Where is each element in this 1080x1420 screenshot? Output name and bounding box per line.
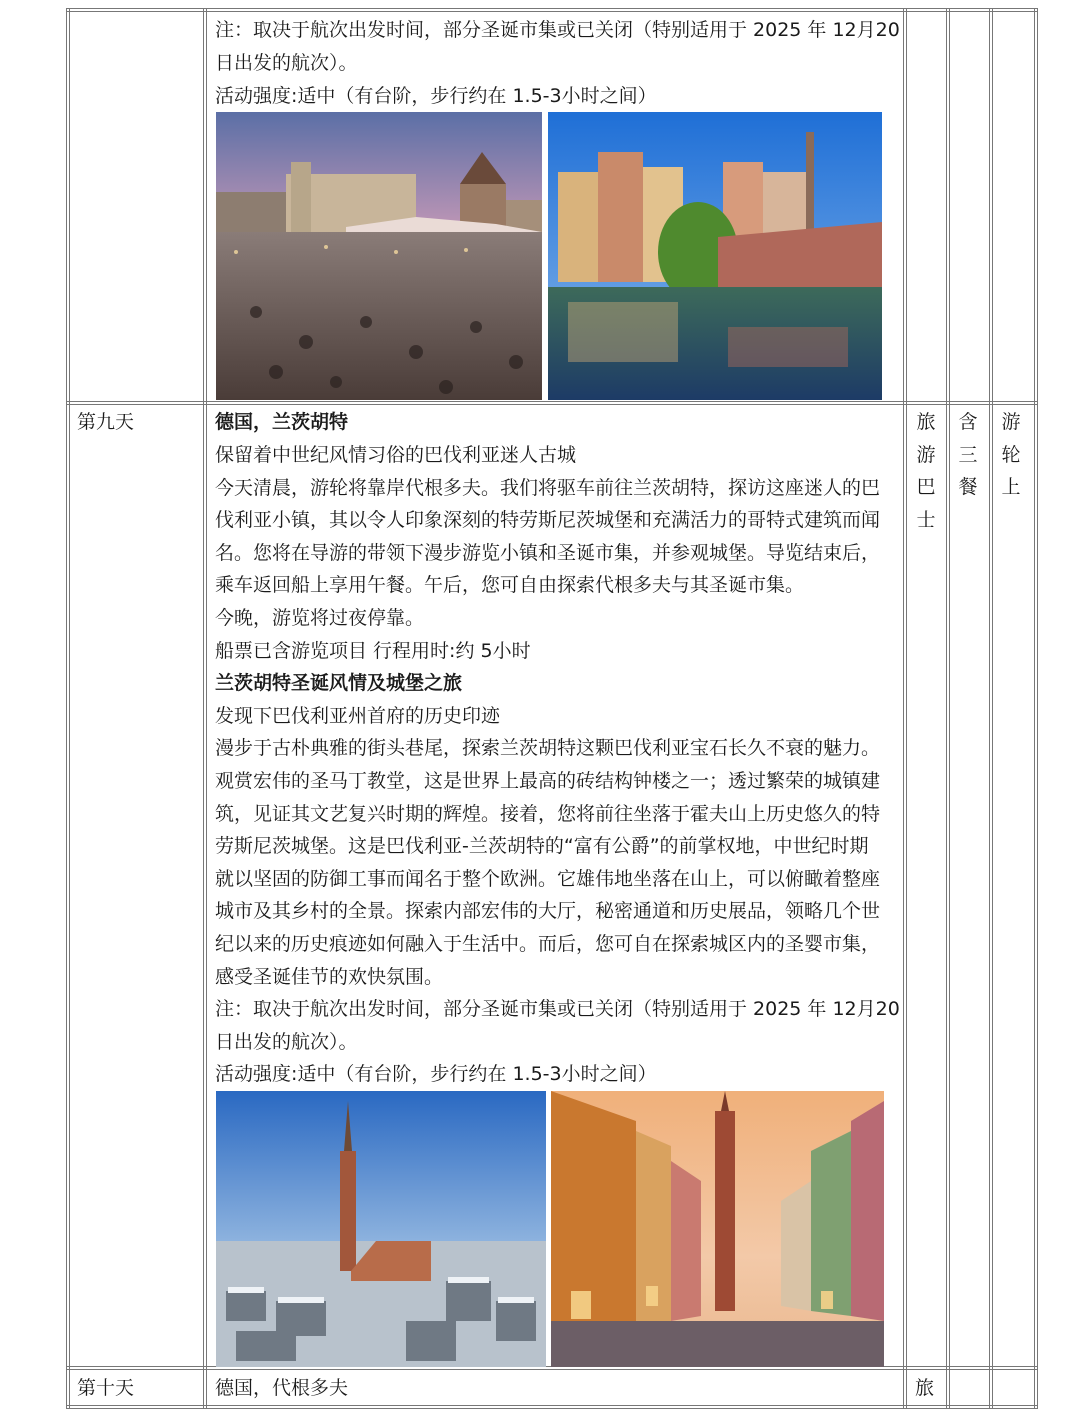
- description-line: 就以坚固的防御工事而闻名于整个欧洲。它雄伟地坐落在山上，可以俯瞰着整座: [215, 867, 881, 890]
- description-line: 筑，见证其文艺复兴时期的辉煌。接着，您将前往坐落于霍夫山上历史悠久的特: [215, 802, 881, 825]
- day-title: 德国，兰茨胡特: [215, 411, 349, 433]
- day-label: 第九天: [77, 411, 135, 433]
- next-day-label: 第十天: [77, 1377, 135, 1399]
- next-day-title: 德国，代根多夫: [215, 1377, 349, 1399]
- description-line: 劳斯尼茨城堡。这是巴伐利亚-兰茨胡特的“富有公爵”的前掌权地，中世纪时期: [215, 835, 869, 858]
- description-line: 注：取决于航次出发时间，部分圣诞市集或已关闭（特别适用于 2025 年 12月20: [215, 998, 900, 1021]
- description-line: 发现下巴伐利亚州首府的历史印迹: [215, 704, 501, 727]
- description-line: 观赏宏伟的圣马丁教堂，这是世界上最高的砖结构钟楼之一；透过繁荣的城镇建: [215, 770, 881, 792]
- lodging-cell: [996, 406, 1026, 504]
- col-divider-day: [203, 8, 207, 1409]
- description-line: 今天清晨，游轮将靠岸代根多夫。我们将驱车前往兰茨胡特，探访这座迷人的巴: [215, 476, 881, 499]
- description-line: 漫步于古朴典雅的街头巷尾，探索兰茨胡特这颗巴伐利亚宝石长久不衰的魅力。: [215, 737, 881, 760]
- meals-char: 餐: [958, 476, 978, 498]
- prev-day-note-line-1: 注：取决于航次出发时间，部分圣诞市集或已关闭（特别适用于 2025 年 12月20: [215, 19, 900, 41]
- transport-cell: [911, 406, 941, 536]
- table-left-border: [66, 8, 70, 1409]
- landshut-old-town-street-photo: [551, 1091, 884, 1367]
- nuremberg-christmas-market-photo: [216, 112, 542, 400]
- description-line: 纪以来的历史痕迹如何融入于生活中。而后，您可自在探索城区内的圣婴市集，: [215, 933, 881, 955]
- meals-char: 含: [958, 411, 978, 433]
- lodging-char: 游: [1001, 411, 1021, 433]
- transport-char: 游: [916, 443, 936, 466]
- description-line: 伐利亚小镇，其以令人印象深刻的特劳斯尼茨城堡和充满活力的哥特式建筑而闻: [215, 509, 881, 532]
- description-line: 活动强度:适中（有台阶，步行约在 1.5-3小时之间）: [215, 1063, 657, 1086]
- col-divider-meals: [989, 8, 993, 1409]
- prev-day-activity-level: 活动强度:适中（有台阶，步行约在 1.5-3小时之间）: [215, 85, 657, 107]
- section-heading: 兰茨胡特圣诞风情及城堡之旅: [215, 672, 463, 695]
- meals-cell: [953, 406, 983, 504]
- description-line: 城市及其乡村的全景。探索内部宏伟的大厅，秘密通道和历史展品，领略几个世: [215, 900, 881, 923]
- next-day-transport-char: 旅: [915, 1377, 935, 1399]
- description-line: 保留着中世纪风情习俗的巴伐利亚迷人古城: [215, 444, 577, 466]
- lodging-char: 上: [1001, 476, 1021, 498]
- meals-char: 三: [958, 443, 978, 466]
- table-bottom-border: [66, 1405, 1038, 1409]
- row-divider-day9: [66, 401, 1038, 405]
- transport-char: 巴: [916, 476, 936, 498]
- description-line: 今晚，游览将过夜停靠。: [215, 607, 425, 629]
- transport-char: 旅: [916, 411, 936, 433]
- description-line: 名。您将在导游的带领下漫步游览小镇和圣诞市集，并参观城堡。导览结束后，: [215, 541, 881, 564]
- description-line: 日出发的航次）。: [215, 1030, 358, 1053]
- col-divider-transport: [946, 8, 950, 1409]
- lodging-char: 轮: [1001, 443, 1021, 466]
- col-divider-content: [903, 8, 907, 1409]
- description-line: 感受圣诞佳节的欢快氛围。: [215, 965, 444, 988]
- nuremberg-riverside-bridge-photo: [548, 112, 882, 400]
- prev-day-note-line-2: 日出发的航次）。: [215, 52, 358, 74]
- description-line: 船票已含游览项目 行程用时:约 5小时: [215, 639, 531, 662]
- transport-char: 士: [916, 508, 936, 531]
- table-right-border: [1034, 8, 1038, 1409]
- landshut-winter-aerial-photo: [216, 1091, 546, 1367]
- table-top-border: [66, 8, 1038, 12]
- description-line: 乘车返回船上享用午餐。午后，您可自由探索代根多夫与其圣诞市集。: [215, 574, 805, 597]
